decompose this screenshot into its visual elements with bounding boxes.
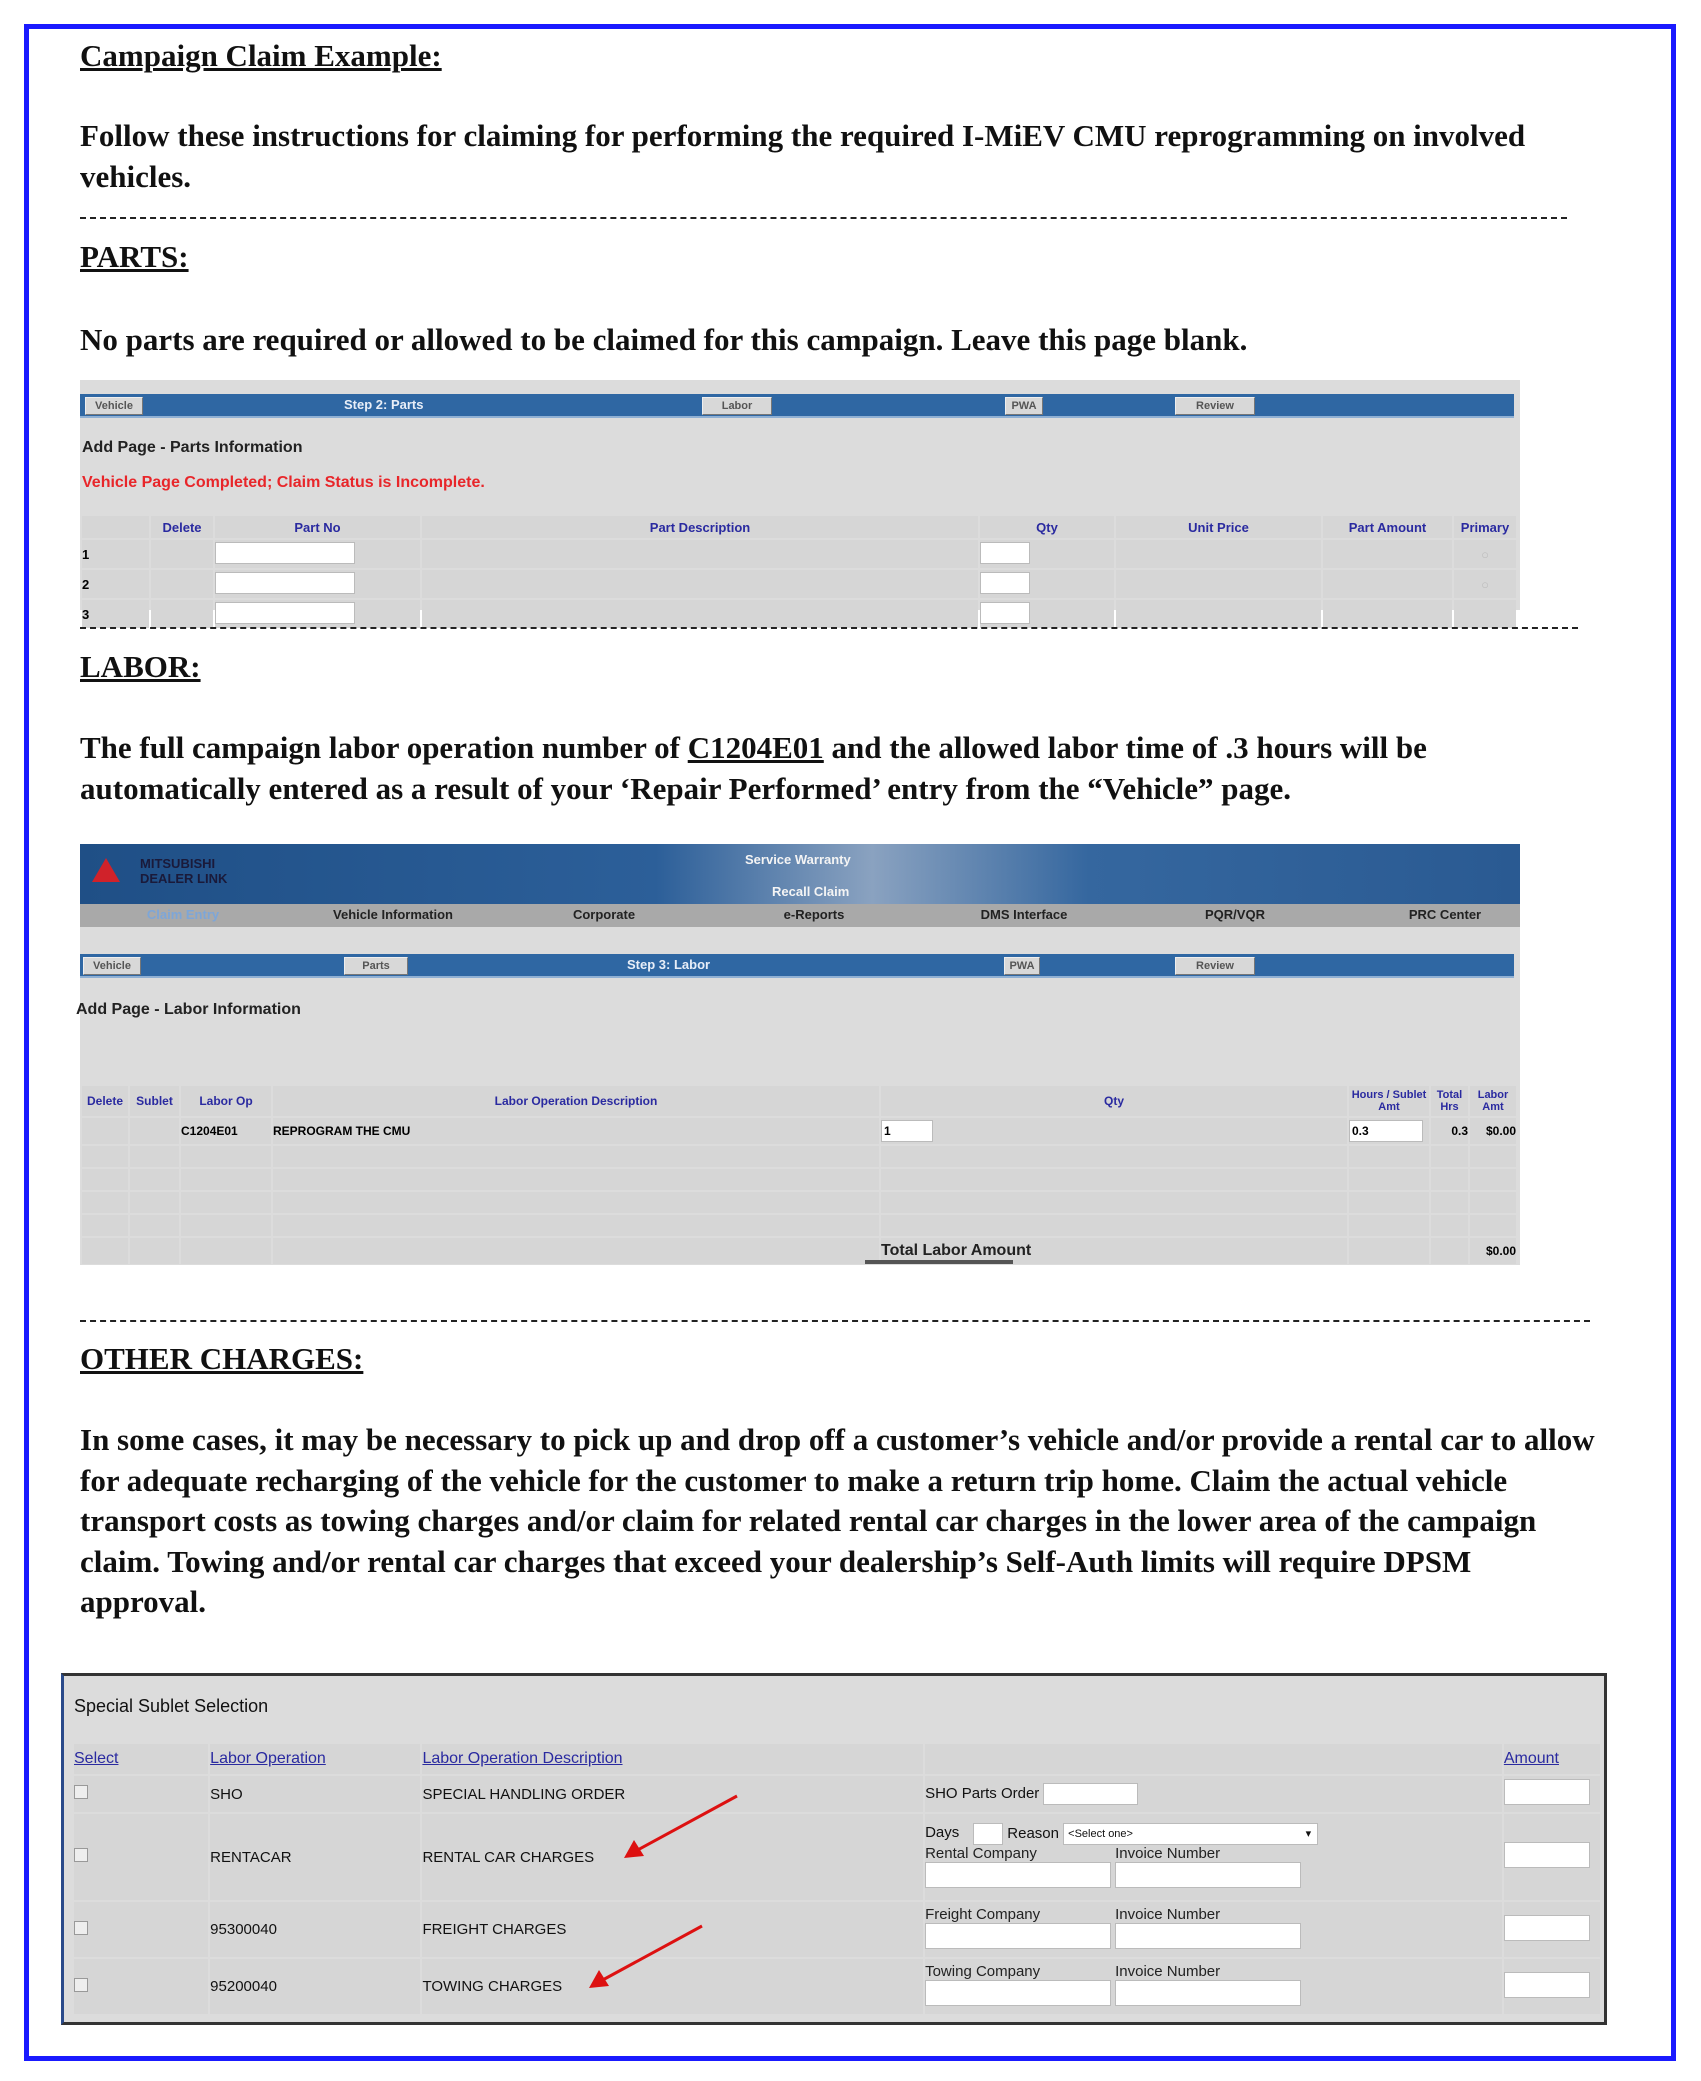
col-delete: Delete xyxy=(151,516,213,538)
total-labor-label: Total Labor Amount xyxy=(881,1238,1347,1264)
col-delete: Delete xyxy=(82,1086,128,1116)
select-checkbox[interactable] xyxy=(74,1848,88,1862)
sho-parts-order-input[interactable] xyxy=(1043,1783,1138,1805)
parts-screen xyxy=(80,380,1520,622)
row-number: 1 xyxy=(82,540,149,568)
scrollbar[interactable] xyxy=(865,1260,1013,1264)
col-hours: Hours / Sublet Amt xyxy=(1349,1086,1429,1116)
banner-service-warranty: Service Warranty xyxy=(745,852,851,867)
qty-input[interactable] xyxy=(980,542,1030,564)
company-input[interactable] xyxy=(925,1980,1111,2006)
document-title: Campaign Claim Example: xyxy=(80,38,442,73)
invoice-label: Invoice Number xyxy=(1115,1844,1221,1862)
table-row xyxy=(82,600,1516,628)
col-part-amount: Part Amount xyxy=(1323,516,1452,538)
labor-heading: LABOR: xyxy=(80,649,201,684)
step-pwa-button[interactable]: PWA xyxy=(1005,397,1043,415)
invoice-input[interactable] xyxy=(1115,1923,1301,1949)
labor-op-code: C1204E01 xyxy=(687,730,824,765)
col-sublet: Sublet xyxy=(130,1086,179,1116)
col-part-description: Part Description xyxy=(422,516,978,538)
select-checkbox[interactable] xyxy=(74,1978,88,1992)
labor-description: FREIGHT CHARGES xyxy=(422,1902,923,1957)
brand-line: DEALER LINK xyxy=(140,871,228,886)
reason-label: Reason xyxy=(1007,1824,1059,1842)
table-row xyxy=(82,1118,1516,1144)
labor-text xyxy=(80,728,1590,809)
red-arrow-icon xyxy=(587,1924,707,1994)
col-qty: Qty xyxy=(980,516,1114,538)
sublet-title: Special Sublet Selection xyxy=(74,1696,269,1716)
divider xyxy=(80,627,1578,629)
col-primary: Primary xyxy=(1454,516,1516,538)
banner-recall-claim: Recall Claim xyxy=(772,884,850,899)
labor-operation: RENTACAR xyxy=(210,1814,420,1900)
parts-heading: PARTS: xyxy=(80,239,189,274)
labor-description: REPROGRAM THE CMU xyxy=(273,1118,879,1144)
nav-claim-entry[interactable]: Claim Entry xyxy=(146,907,220,922)
reason-select-value: <Select one> xyxy=(1068,1827,1133,1840)
brand-name xyxy=(140,856,227,886)
intro-paragraph: Follow these instructions for claiming for performing the required I-MiEV CMU reprogramming on involved vehicles. xyxy=(80,118,1526,194)
qty-input[interactable]: 1 xyxy=(881,1120,933,1142)
days-input[interactable] xyxy=(973,1823,1003,1845)
col-total-hrs: Total Hrs xyxy=(1431,1086,1468,1116)
divider xyxy=(80,217,1567,219)
col-part-no: Part No xyxy=(215,516,420,538)
table-row xyxy=(82,570,1516,598)
col-qty: Qty xyxy=(881,1086,1347,1116)
parts-table xyxy=(80,514,1518,630)
labor-operation: SHO xyxy=(210,1776,420,1812)
step-labor-button[interactable]: Labor xyxy=(702,397,772,415)
primary-radio[interactable]: ○ xyxy=(1454,570,1516,598)
company-input[interactable] xyxy=(925,1923,1111,1949)
amount-input[interactable] xyxy=(1504,1779,1590,1805)
main-nav xyxy=(80,904,1520,927)
step-bar xyxy=(80,954,1514,978)
invoice-label: Invoice Number xyxy=(1115,1906,1221,1923)
labor-op: C1204E01 xyxy=(181,1118,271,1144)
col-unit-price: Unit Price xyxy=(1116,516,1321,538)
parts-text: No parts are required or allowed to be claimed for this campaign. Leave this page blank. xyxy=(80,322,1248,357)
company-input[interactable] xyxy=(925,1862,1111,1888)
step-parts-button[interactable]: Parts xyxy=(344,957,408,975)
invoice-input[interactable] xyxy=(1115,1980,1301,2006)
dropdown-arrow-icon: ▾ xyxy=(1305,1827,1312,1840)
nav-dms-interface[interactable]: DMS Interface xyxy=(980,907,1068,922)
table-row xyxy=(82,540,1516,568)
nav-e-reports[interactable]: e-Reports xyxy=(783,907,845,922)
table-row xyxy=(74,1776,1600,1812)
step-pwa-button[interactable]: PWA xyxy=(1004,957,1040,975)
hours-input[interactable]: 0.3 xyxy=(1349,1120,1423,1142)
site-banner xyxy=(80,844,1520,906)
nav-corporate[interactable]: Corporate xyxy=(572,907,636,922)
part-no-input[interactable] xyxy=(215,542,355,564)
step-bar xyxy=(80,394,1514,418)
company-label: Freight Company xyxy=(925,1906,1041,1923)
table-row xyxy=(74,1902,1600,1957)
nav-vehicle-information[interactable]: Vehicle Information xyxy=(333,907,453,922)
step-vehicle-button[interactable]: Vehicle xyxy=(83,957,141,975)
nav-pqr-vqr[interactable]: PQR/VQR xyxy=(1205,907,1265,922)
days-label: Days xyxy=(925,1824,960,1842)
step-review-button[interactable]: Review xyxy=(1175,957,1255,975)
col-labor-op: Labor Op xyxy=(181,1086,271,1116)
total-hrs: 0.3 xyxy=(1431,1118,1468,1144)
row-number: 3 xyxy=(82,600,149,628)
amount-input[interactable] xyxy=(1504,1972,1590,1998)
select-checkbox[interactable] xyxy=(74,1785,88,1799)
step-vehicle-button[interactable]: Vehicle xyxy=(85,397,143,415)
col-labor-description: Labor Operation Description xyxy=(422,1744,923,1774)
parts-page-title: Add Page - Parts Information xyxy=(82,439,303,456)
total-labor-value: $0.00 xyxy=(1470,1238,1516,1264)
company-label: Rental Company xyxy=(925,1844,1037,1862)
claim-status: Vehicle Page Completed; Claim Status is Incomplete. xyxy=(82,474,485,491)
sho-parts-order-label: SHO Parts Order xyxy=(925,1784,1040,1802)
labor-text-part: and the allowed labor time of .3 hours will be automatically entered as a result of your ‘Repair Performed’ entry from the “Vehicle” page. xyxy=(80,730,1427,806)
labor-page-title: Add Page - Labor Information xyxy=(76,1001,301,1018)
labor-amt: $0.00 xyxy=(1470,1118,1516,1144)
select-checkbox[interactable] xyxy=(74,1921,88,1935)
step-current: Step 2: Parts xyxy=(344,397,424,412)
labor-screen xyxy=(76,844,1520,1265)
labor-operation: 95300040 xyxy=(210,1902,420,1957)
step-review-button[interactable]: Review xyxy=(1175,397,1255,415)
labor-table xyxy=(80,1084,1518,1266)
sublet-table xyxy=(72,1742,1602,2016)
qty-input[interactable] xyxy=(980,602,1030,624)
company-label: Towing Company xyxy=(925,1963,1041,1980)
amount-input[interactable] xyxy=(1504,1842,1590,1868)
col-labor-amt: Labor Amt xyxy=(1470,1086,1516,1116)
labor-text-part: The full campaign labor operation number of xyxy=(80,730,688,765)
primary-radio[interactable]: ○ xyxy=(1454,540,1516,568)
table-row xyxy=(74,1959,1600,2014)
table-row xyxy=(74,1814,1600,1900)
labor-description: TOWING CHARGES xyxy=(422,1978,563,1995)
labor-description: RENTAL CAR CHARGES xyxy=(422,1848,595,1866)
labor-operation: 95200040 xyxy=(210,1959,420,2014)
special-sublet-screen xyxy=(61,1673,1607,2025)
invoice-input[interactable] xyxy=(1115,1862,1301,1888)
other-charges-text: In some cases, it may be necessary to pick up and drop off a customer’s vehicle and/or provide a rental car to allow for adequate recharging of the vehicle for the customer to make a return trip home. Claim the actual vehicle transport costs as towing charges and/or claim for related rental car charges in the lower area of the campaign claim. Towing and/or rental car charges that exceed your dealership’s Self-Auth limits will require DPSM approval. xyxy=(80,1422,1595,1619)
col-amount: Amount xyxy=(1504,1744,1600,1774)
invoice-label: Invoice Number xyxy=(1115,1963,1221,1980)
amount-input[interactable] xyxy=(1504,1915,1590,1941)
nav-prc-center[interactable]: PRC Center xyxy=(1408,907,1482,922)
red-arrow-icon xyxy=(622,1794,742,1864)
part-no-input[interactable] xyxy=(215,572,355,594)
part-no-input[interactable] xyxy=(215,602,355,624)
divider xyxy=(80,1320,1590,1322)
other-charges-heading: OTHER CHARGES: xyxy=(80,1341,364,1376)
labor-description: SPECIAL HANDLING ORDER xyxy=(422,1776,923,1812)
step-current: Step 3: Labor xyxy=(627,957,711,972)
col-labor-operation: Labor Operation xyxy=(210,1744,420,1774)
qty-input[interactable] xyxy=(980,572,1030,594)
row-number: 2 xyxy=(82,570,149,598)
col-labor-description: Labor Operation Description xyxy=(273,1086,879,1116)
reason-select[interactable] xyxy=(1063,1823,1318,1845)
col-select: Select xyxy=(74,1744,208,1774)
brand-line: MITSUBISHI xyxy=(140,856,216,871)
mitsubishi-logo-icon xyxy=(92,858,120,882)
